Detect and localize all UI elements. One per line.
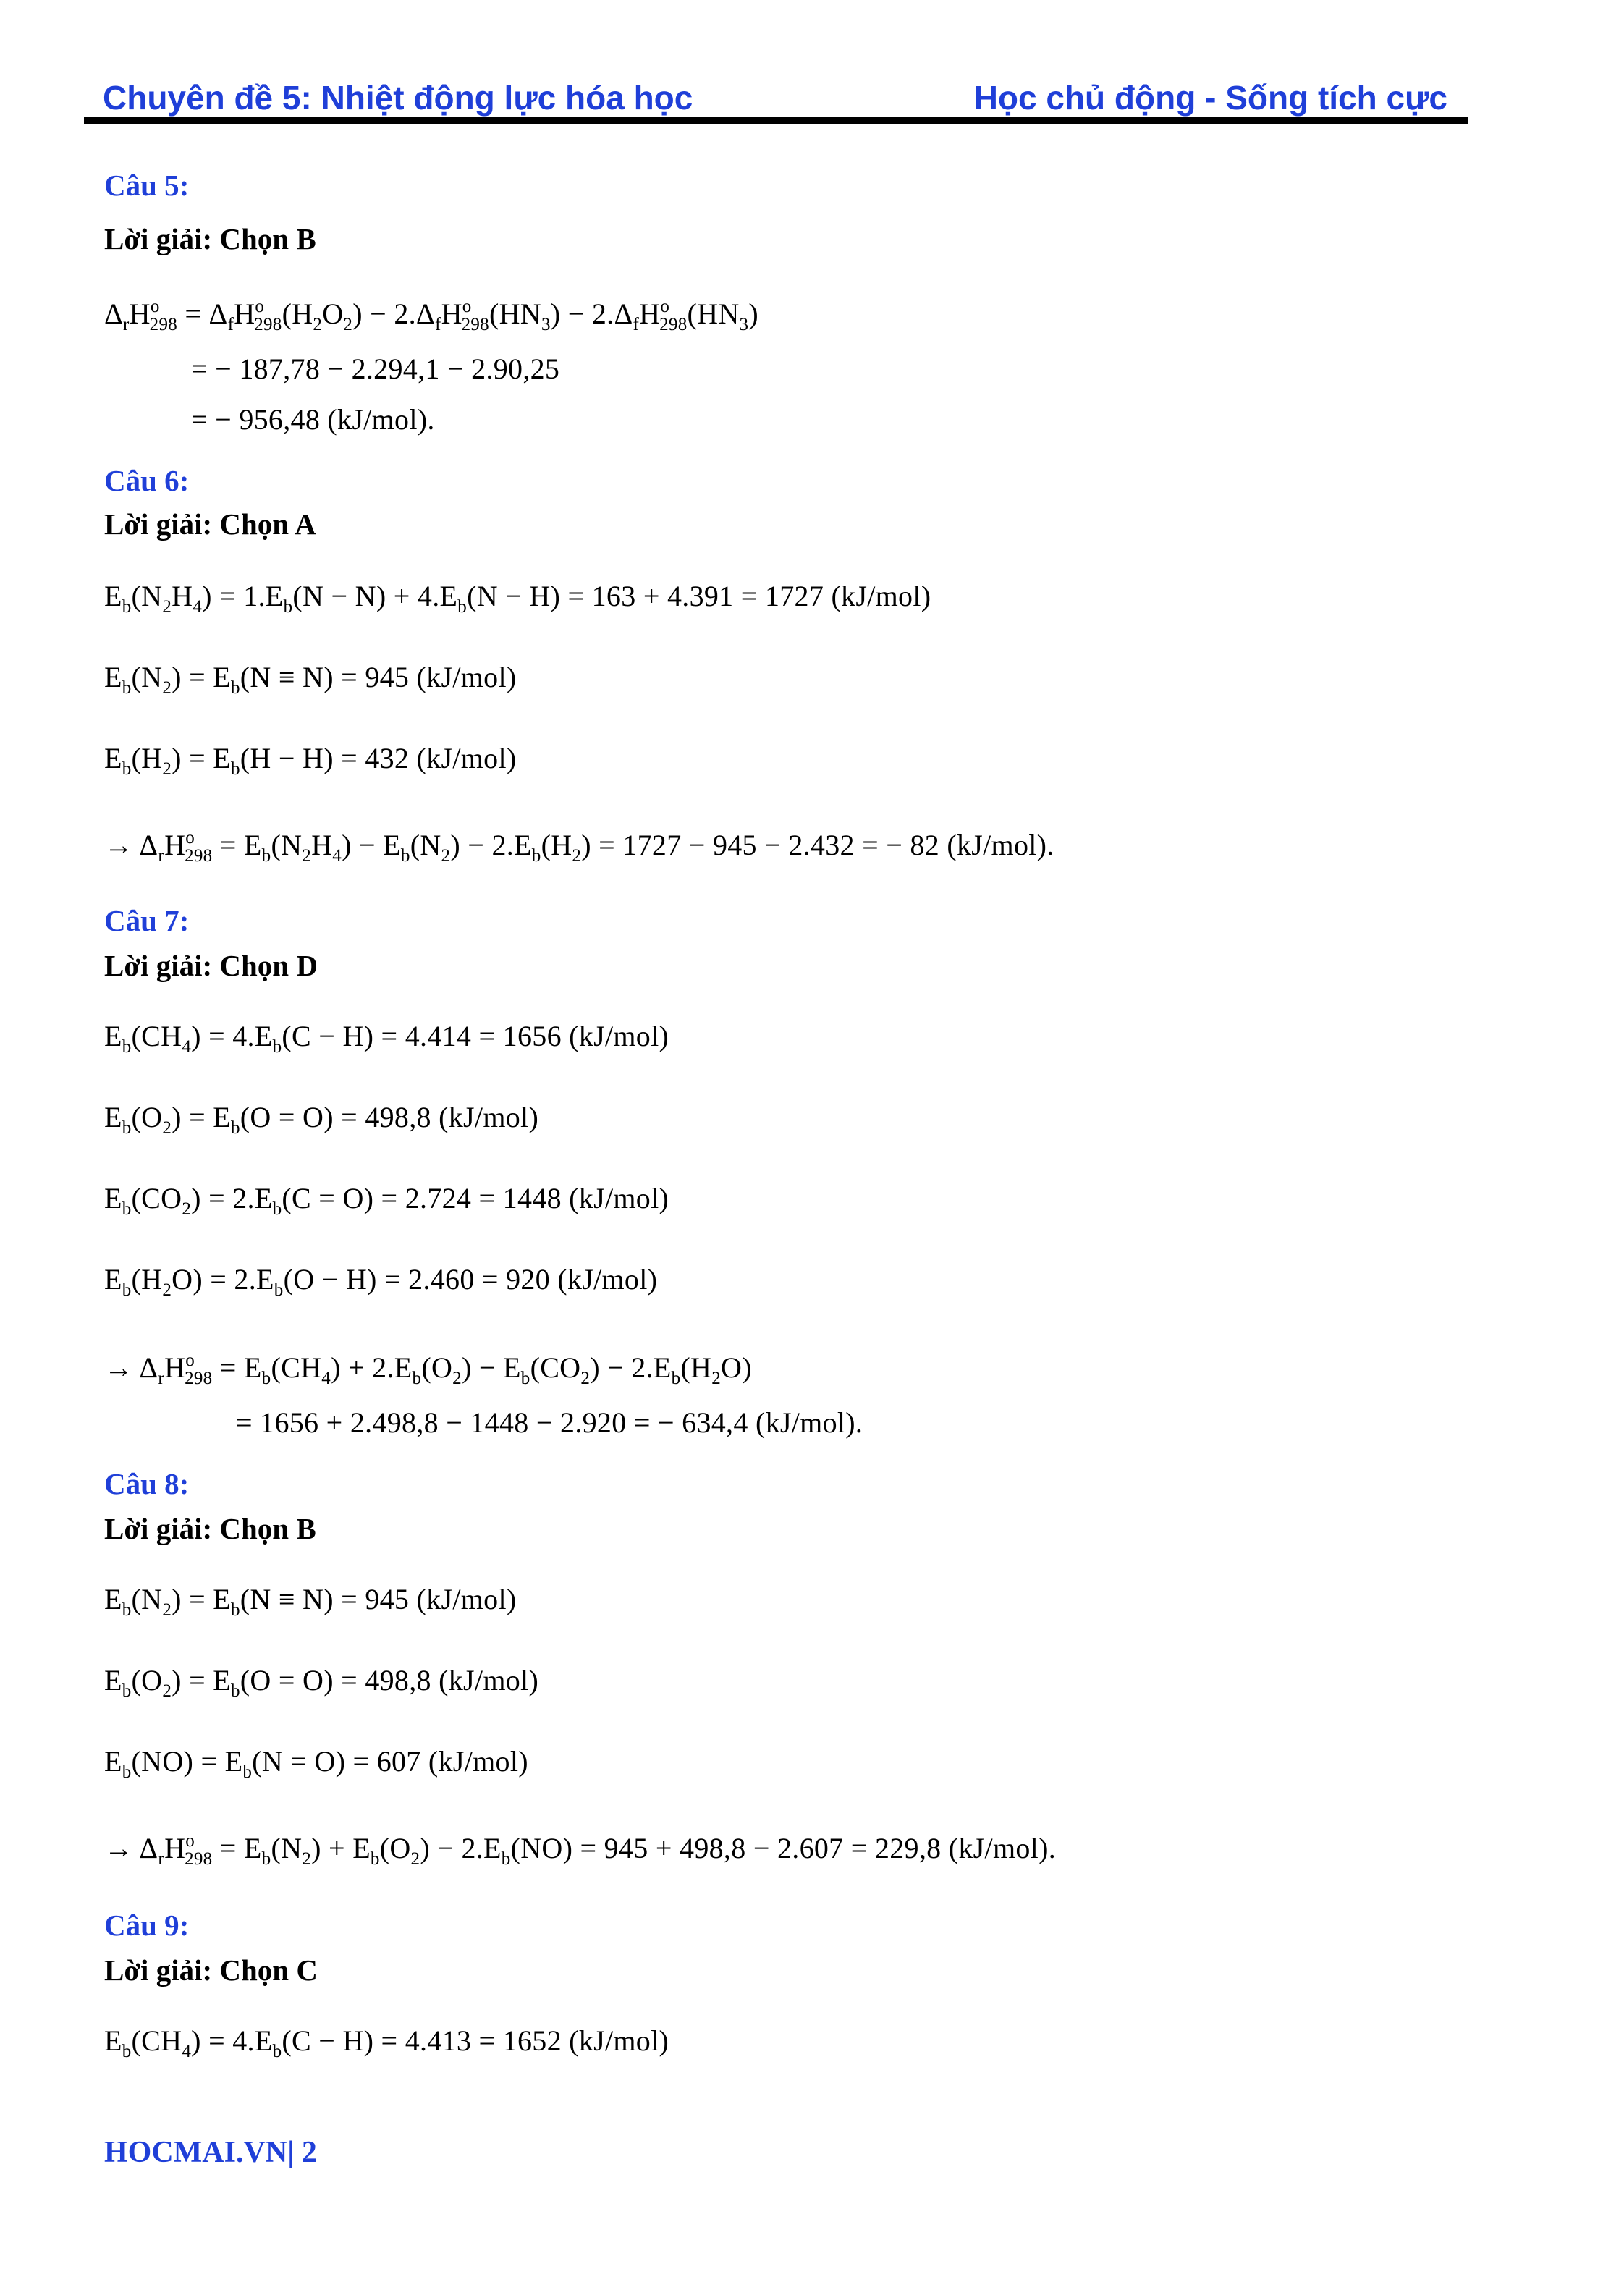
answer-line-9: Lời giải: Chọn C (104, 1953, 318, 1987)
equation-q6-2: $E_b(N_2) = E_b(N \equiv N) = 945$ (kJ/mol) (104, 661, 517, 698)
equation-q7-2: $E_b(O_2) = E_b(O = O) = 498,8$ (kJ/mol) (104, 1101, 539, 1138)
answer-line-6: Lời giải: Chọn A (104, 507, 316, 541)
header-divider (84, 117, 1468, 124)
equation-q8-4: → $\Delta_rH^o_{298} = E_b(N_2) + E_b(O_2) - 2.E_b(NO) = 945 + 498,8 - 2.607 = 229,8$ (kJ/mol). (104, 1831, 1056, 1869)
answer-line-7: Lời giải: Chọn D (104, 949, 318, 982)
equation-q7-4: $E_b(H_2O) = 2.E_b(O - H) = 2.460 = 920$ (kJ/mol) (104, 1263, 658, 1300)
equation-q8-1: $E_b(N_2) = E_b(N \equiv N) = 945$ (kJ/mol) (104, 1583, 517, 1620)
equation-q5-2: = − 187,78 − 2.294,1 − 2.90,25 (191, 352, 560, 385)
equation-q7-3: $E_b(CO_2) = 2.E_b(C = O) = 2.724 = 1448$ (kJ/mol) (104, 1182, 669, 1219)
question-label-9: Câu 9: (104, 1909, 190, 1942)
equation-q6-4: → $\Delta_rH^o_{298} = E_b(N_2H_4) - E_b(N_2) - 2.E_b(H_2) = 1727 - 945 - 2.432$ = − 82 (kJ/mol). (104, 828, 1054, 866)
equation-q5-3: = − 956,48 (kJ/mol). (191, 403, 435, 436)
question-label-8: Câu 8: (104, 1467, 190, 1500)
question-label-7: Câu 7: (104, 904, 190, 937)
equation-q8-3: $E_b(NO) = E_b(N = O) = 607$ (kJ/mol) (104, 1745, 528, 1782)
equation-q9-1: $E_b(CH_4) = 4.E_b(C - H) = 4.413 = 1652$ (kJ/mol) (104, 2024, 669, 2061)
answer-line-8: Lời giải: Chọn B (104, 1512, 316, 1545)
page-header (103, 72, 1468, 123)
question-label-5: Câu 5: (104, 169, 190, 202)
equation-q7-6: = 1656 + 2.498,8 − 1448 − 2.920 = − 634,4 (kJ/mol). (236, 1406, 863, 1439)
question-label-6: Câu 6: (104, 464, 190, 497)
equation-q7-1: $E_b(CH_4) = 4.E_b(C - H) = 4.414 = 1656$ (kJ/mol) (104, 1020, 669, 1057)
equation-q5-1: $\Delta_rH^o_{298} = \Delta_fH^o_{298}(H_2O_2) - 2.\Delta_fH^o_{298}(HN_3) - 2.\Delta_fH^o_{298}(HN_3)$ (104, 297, 758, 334)
footer-page-number: HOCMAI.VN| 2 (104, 2136, 317, 2169)
answer-line-5: Lời giải: Chọn B (104, 222, 316, 255)
header-slogan: Học chủ động - Sống tích cực (973, 79, 1447, 117)
equation-q8-2: $E_b(O_2) = E_b(O = O) = 498,8$ (kJ/mol) (104, 1664, 539, 1701)
equation-q6-1: $E_b(N_2H_4) = 1.E_b(N - N) + 4.E_b(N - H) = 163 + 4.391 = 1727$ (kJ/mol) (104, 580, 931, 617)
header-topic: Chuyên đề 5: Nhiệt động lực hóa học (103, 79, 693, 117)
equation-q6-3: $E_b(H_2) = E_b(H - H) = 432$ (kJ/mol) (104, 742, 517, 779)
equation-q7-5: → $\Delta_rH^o_{298} = E_b(CH_4) + 2.E_b(O_2) - E_b(CO_2) - 2.E_b(H_2O)$ (104, 1351, 752, 1388)
